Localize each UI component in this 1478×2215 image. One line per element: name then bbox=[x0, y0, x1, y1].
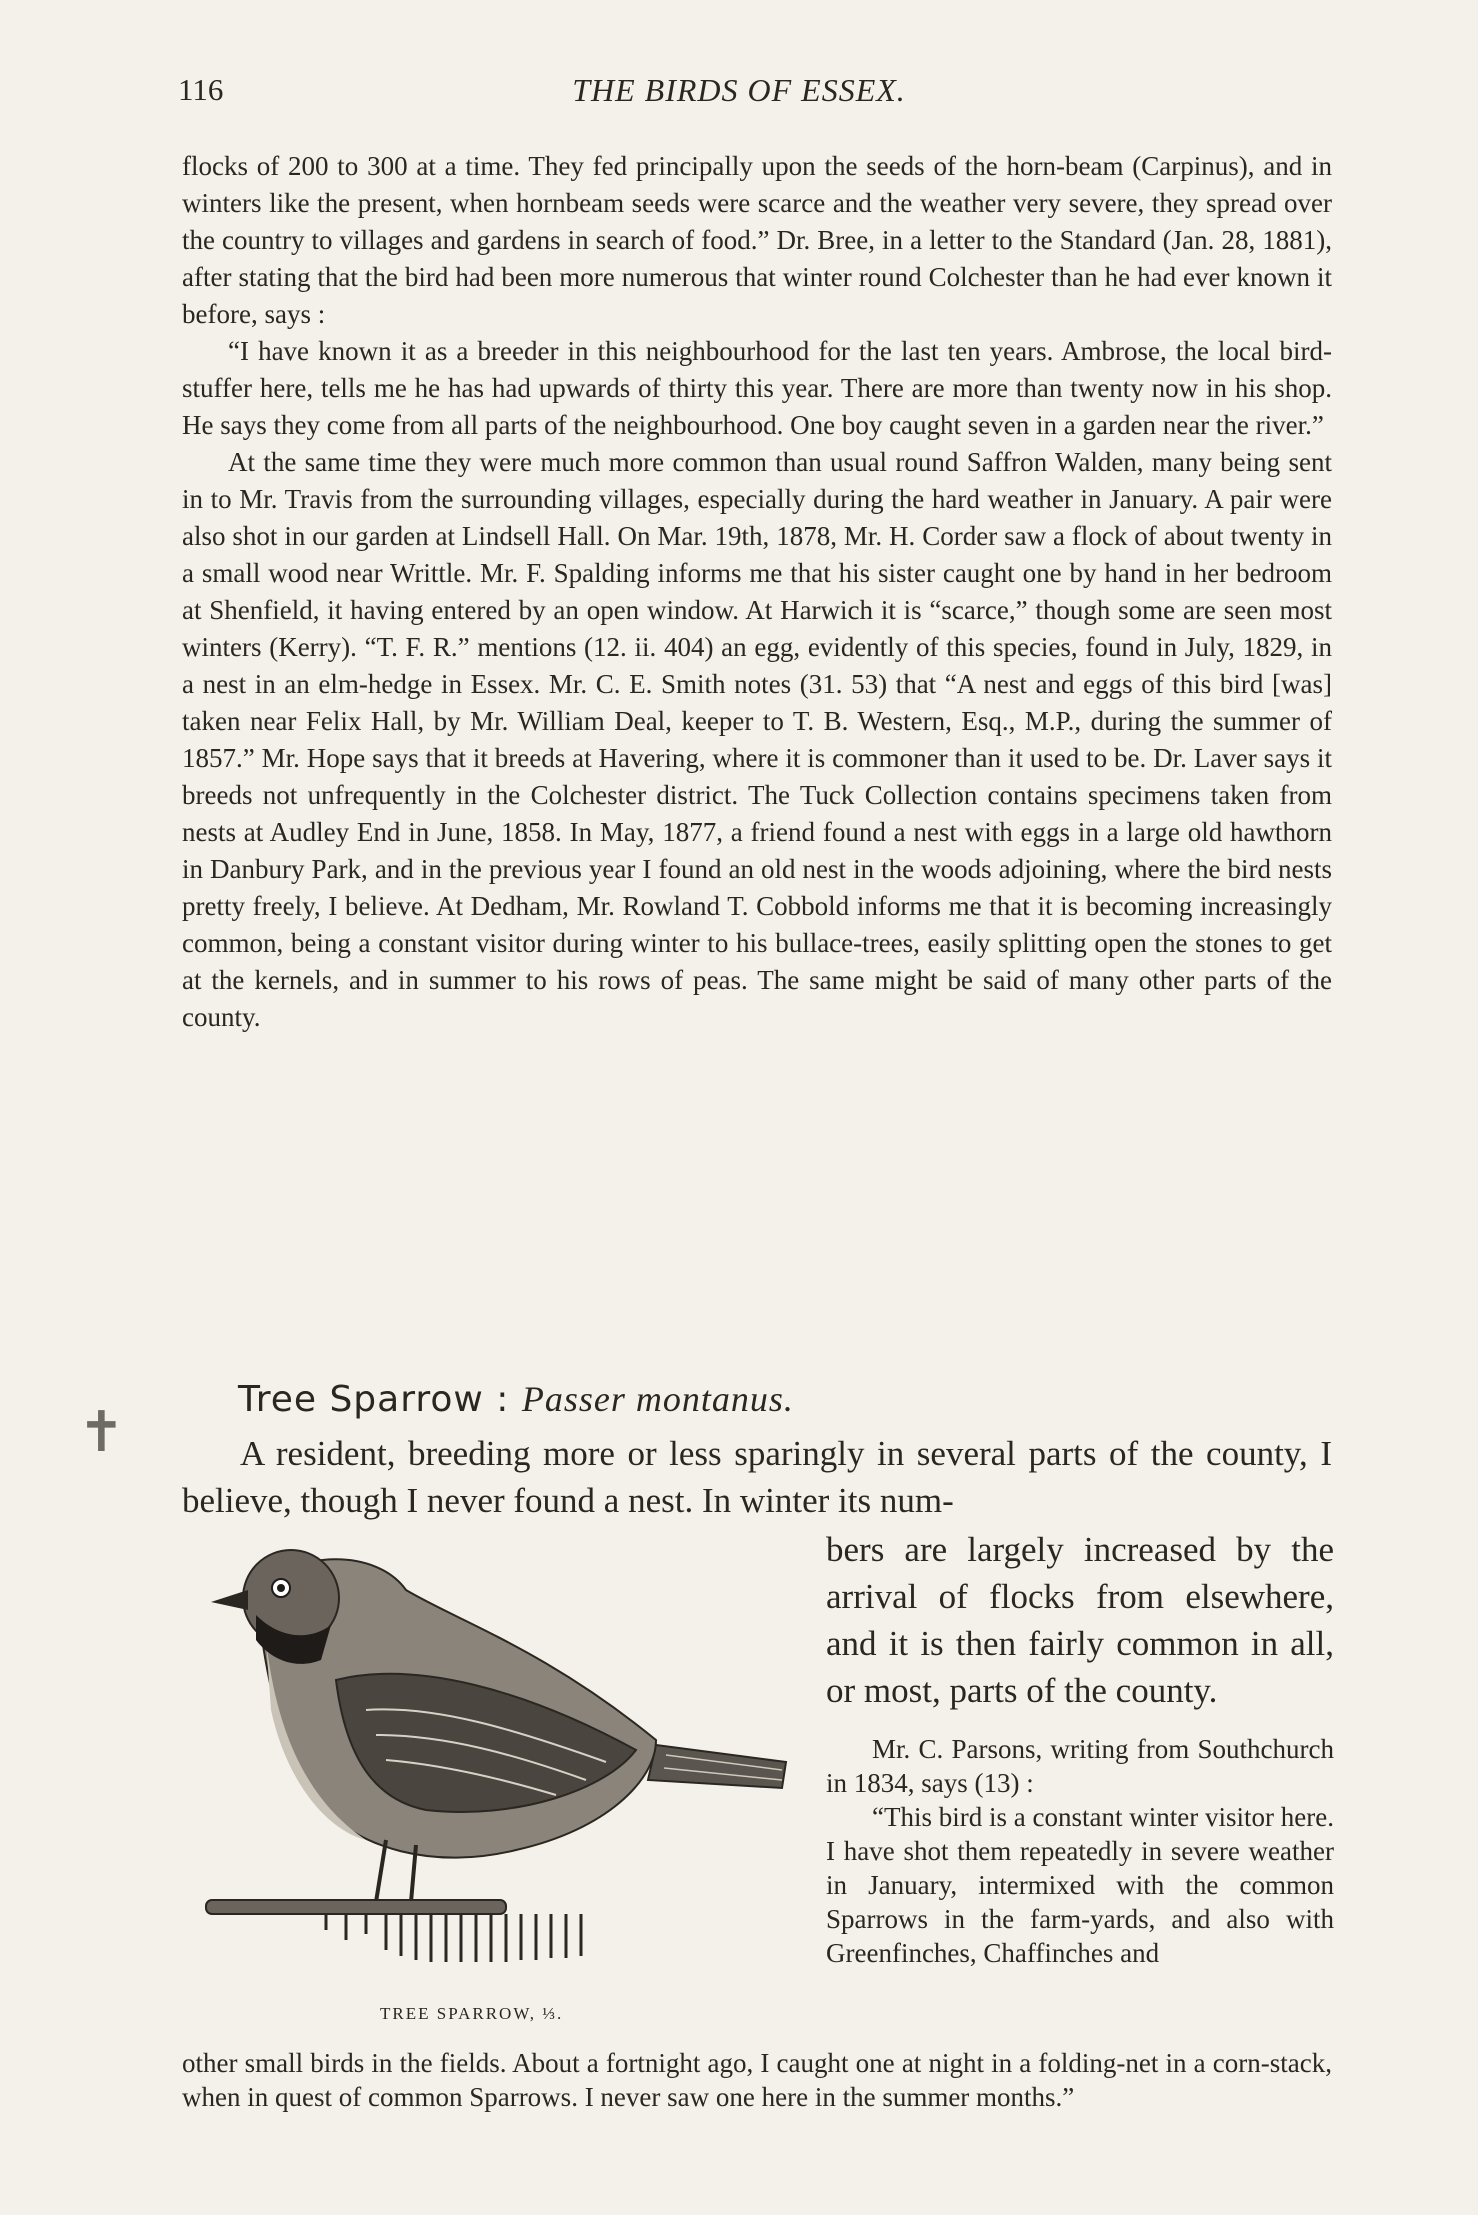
parsons-quote-continuation: other small birds in the fields. About a fortnight ago, I caught one at night in a folding-net in a corn-stack, when in quest of common Sparrows. I never saw one here in the summer months.” bbox=[182, 2048, 1332, 2112]
species-heading bbox=[238, 1378, 794, 1420]
running-head: THE BIRDS OF ESSEX. bbox=[572, 72, 906, 108]
species-intro-continuation: bers are largely increased by the arrival of flocks from elsewhere, and it is then fairly common in all, or most, parts of the county. bbox=[826, 1530, 1334, 1710]
page-number: 116 bbox=[178, 72, 224, 107]
figure-caption: TREE SPARROW, ⅓. bbox=[380, 2004, 564, 2023]
main-text bbox=[182, 148, 1332, 1036]
margin-cross-mark: ✝ bbox=[78, 1400, 125, 1465]
page-header bbox=[0, 72, 1478, 122]
species-side-column bbox=[826, 1526, 1334, 1970]
quoted-letter: “I have known it as a breeder in this neighbourhood for the last ten years. Ambrose, the local bird-stuffer here, tells me he has had upwards of thirty this year. There are more than twenty now in his shop. He says they come from all parts of the neighbourhood. One boy caught seven in a garden near the river.” bbox=[182, 336, 1332, 440]
species-intro: A resident, breeding more or less sparingly in several parts of the county, I believe, though I never found a nest. In winter its num- bbox=[182, 1434, 1332, 1520]
tree-sparrow-illustration bbox=[186, 1530, 806, 1970]
paragraph-records: At the same time they were much more common than usual round Saffron Walden, many being sent in to Mr. Travis from the surrounding villages, especially during the hard weather in January. A pair were also shot in our garden at Lindsell Hall. On Mar. 19th, 1878, Mr. H. Corder saw a flock of about twenty in a small wood near Writtle. Mr. F. Spalding informs me that his sister caught one by hand in her bedroom at Shenfield, it having entered by an open window. At Harwich it is “scarce,” though some are seen most winters (Kerry). “T. F. R.” mentions (12. ii. 404) an egg, evidently of this species, found in July, 1829, in a nest in an elm-hedge in Essex. Mr. C. E. Smith notes (31. 53) that “A nest and eggs of this bird [was] taken near Felix Hall, by Mr. William Deal, keeper to T. B. Western, Esq., M.P., during the summer of 1857.” Mr. Hope says that it breeds at Havering, where it is commoner than it used to be. Dr. Laver says it breeds not unfrequently in the Colchester district. The Tuck Collection contains specimens taken from nests at Audley End in June, 1858. In May, 1877, a friend found a nest with eggs in a large old hawthorn in Danbury Park, and in the previous year I found an old nest in the woods adjoining, where the bird nests pretty freely, I believe. At Dedham, Mr. Rowland T. Cobbold informs me that it is becoming increasingly common, being a constant visitor during winter to his bullace-trees, easily splitting open the stones to get at the kernels, and in summer to his rows of peas. The same might be said of many other parts of the county. bbox=[182, 447, 1332, 1032]
parsons-account bbox=[826, 1732, 1334, 1970]
parsons-intro: Mr. C. Parsons, writing from Southchurch in 1834, says (13) : bbox=[826, 1734, 1334, 1798]
species-common-name: Tree Sparrow : bbox=[238, 1379, 510, 1420]
parsons-quote: “This bird is a constant winter visitor here. I have shot them repeatedly in severe weather in January, intermixed with the common Sparrows in the farm-yards, and also with Greenfinches, Chaffinches and bbox=[826, 1802, 1334, 1968]
paragraph-continuation: flocks of 200 to 300 at a time. They fed principally upon the seeds of the horn-beam (Carpinus), and in winters like the present, when hornbeam seeds were scarce and the weather very severe, they spread over the country to villages and gardens in search of food.” Dr. Bree, in a letter to the Standard (Jan. 28, 1881), after stating that the bird had been more numerous that winter round Colchester than he had ever known it before, says : bbox=[182, 151, 1332, 329]
species-latin-name: Passer montanus. bbox=[521, 1379, 794, 1419]
